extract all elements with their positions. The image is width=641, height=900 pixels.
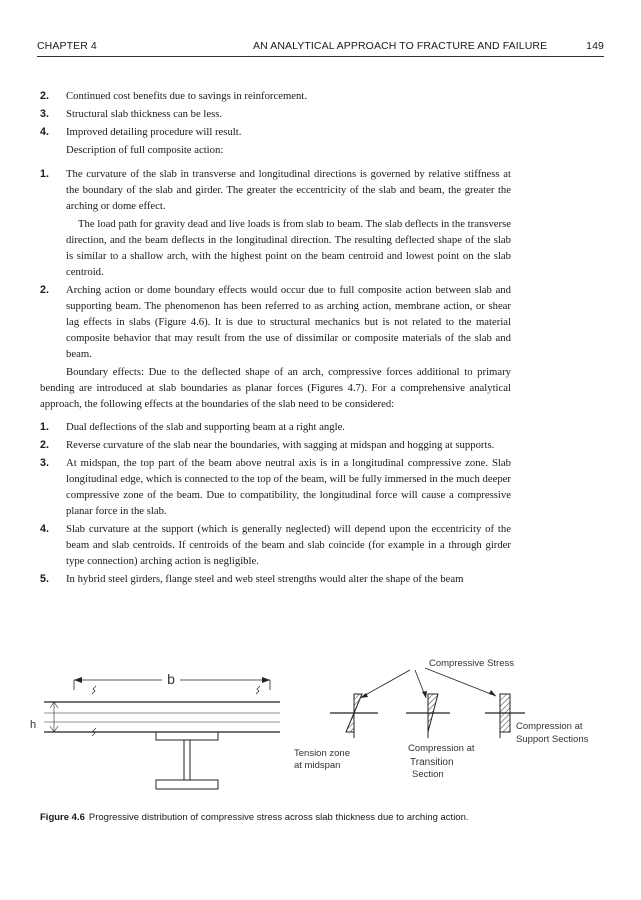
list-item: 2. Reverse curvature of the slab near the boundaries, with sagging at midspan and hogging at supports. xyxy=(40,439,495,451)
chapter-title: AN ANALYTICAL APPROACH TO FRACTURE AND FAILURE xyxy=(253,40,548,52)
stress-distribution-diagrams xyxy=(330,668,525,738)
list-item: 5. In hybrid steel girders, flange steel and web steel strengths would alter the shape of the beam xyxy=(40,573,464,585)
list-item: 1. Dual deflections of the slab and supporting beam at a right angle. xyxy=(40,421,345,433)
paragraph: Description of full composite action: xyxy=(66,144,224,156)
compressive-stress-label: Compressive Stress xyxy=(429,658,514,669)
figure-4-6 xyxy=(30,650,610,800)
list-item: 2. Arching action or dome boundary effects would occur due to full composite action between slab and supporting beam. The phenomenon has been referred to as arching action, membrane action, or shear lag effects in slabs (Figure 4.6). It is due to structural mechanics but is not related to the material composite behavior that may result from the use of dissimilar or composite materials of the slab and beam. xyxy=(40,284,511,360)
compression-transition-label-1: Compression at xyxy=(408,743,475,754)
list-item: 4. Slab curvature at the support (which is generally neglected) will depend upon the eccentricity of the beam and slab centroids. If centroids of the beam and slab coincide (for example in a through girder type connection) arching action is negligible. xyxy=(40,523,511,567)
figure-caption-text: Progressive distribution of compressive stress across slab thickness due to arching action. xyxy=(88,812,469,823)
running-header xyxy=(37,40,604,56)
compression-transition-label-2: Transition xyxy=(410,757,454,768)
compression-transition-label-3: Section xyxy=(412,769,444,780)
tension-zone-label-2: at midspan xyxy=(294,760,341,771)
page-number: 149 xyxy=(586,40,604,52)
support-label-2: Support Sections xyxy=(516,734,589,745)
support-label-1: Compression at xyxy=(516,721,583,732)
slab-beam-section xyxy=(44,671,280,789)
dim-h-label: h xyxy=(30,719,37,731)
header-rule xyxy=(37,56,604,57)
stress-diagram xyxy=(30,650,610,800)
list-item: 2. Continued cost benefits due to savings in reinforcement. xyxy=(40,90,308,102)
list-item: 4. Improved detailing procedure will result. xyxy=(40,126,242,138)
paragraph: The load path for gravity dead and live loads is from slab to beam. The slab deflects in the transverse direction, and the beam deflects in the longitudinal direction. The resulting deflected shape of the slab is similar to a shallow arch, with the highest point on the beam centroid and lowest point on the slab centroid. xyxy=(66,218,511,278)
paragraph: Boundary effects: Due to the deflected shape of an arch, compressive forces additional to primary bending are introduced at slab boundaries as planar forces (Figures 4.7). For a comprehensive analytical approach, the following effects at the boundaries of the slab need to be considered: xyxy=(40,366,511,410)
page-body xyxy=(40,88,511,587)
list-item: 3. Structural slab thickness can be less. xyxy=(40,108,223,120)
list-item: 3. At midspan, the top part of the beam above neutral axis is in a longitudinal compressive zone. Slab longitudinal edge, which is connected to the top of the beam, will be fully immersed in the much deeper compressive zone of the beam. Due to compatibility, the longitudinal force will cause a compressive planar force in the slab. xyxy=(40,457,511,517)
list-item: 1. The curvature of the slab in transverse and longitudinal directions is governed by relative stiffness at the boundary of the slab and girder. The greater the eccentricity of the slab and beam, the greater the arching or dome effect. xyxy=(40,168,511,212)
figure-label: Figure 4.6 xyxy=(40,812,85,823)
tension-zone-label-1: Tension zone xyxy=(294,748,350,759)
dim-b-label: b xyxy=(167,671,175,687)
figure-caption xyxy=(40,812,600,823)
chapter-label: CHAPTER 4 xyxy=(37,40,97,52)
